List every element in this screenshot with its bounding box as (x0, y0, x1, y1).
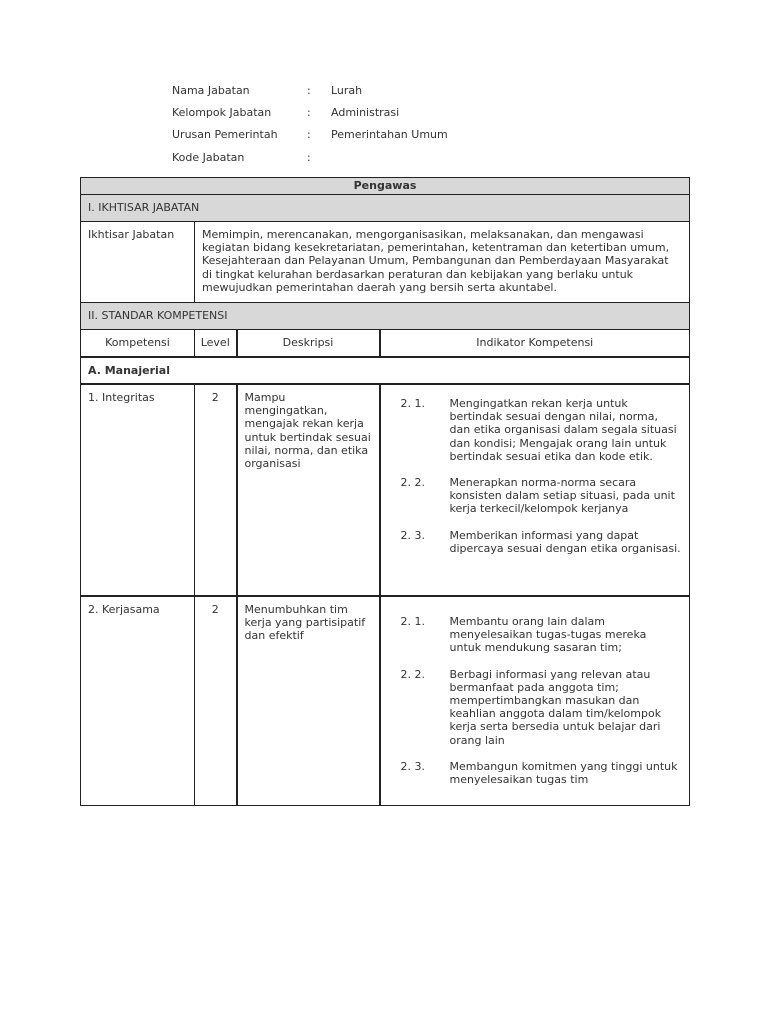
indikator-number: 2. 2. (400, 667, 425, 681)
meta-value: Pemerintahan Umum (331, 128, 448, 142)
indikator-number: 2. 1. (400, 615, 425, 629)
table-row (81, 596, 690, 806)
table-row (81, 384, 690, 596)
ikhtisar-row (81, 222, 690, 303)
indikator-text: Berbagi informasi yang relevan atau bermanfaat pada anggota tim; mempertimbangkan masukan dan keahlian anggota dalam tim/kelompok kerja serta bersedia untuk belajar dari orang lain (449, 667, 662, 747)
meta-colon: : (307, 128, 311, 142)
meta-colon: : (307, 150, 311, 164)
meta-value: Lurah (331, 83, 363, 97)
indikator-number: 2. 1. (400, 397, 425, 411)
section-header-row (81, 195, 690, 222)
column-header-deskripsi: Deskripsi (237, 330, 380, 358)
indikator-cell (380, 596, 690, 806)
job-info-row-nama (172, 79, 448, 101)
job-info-row-kode (172, 146, 448, 168)
indikator-text: Mengingatkan rekan kerja untuk bertindak sesuai dengan nilai, norma, dan etika organisasi dalam segala situasi dan kondisi; Mengajak orang lain untuk bertindak sesuai etika dan kode etik. (449, 397, 677, 463)
column-header-row (81, 330, 690, 358)
job-info-row-kelompok (172, 101, 448, 123)
ikhtisar-label: Ikhtisar Jabatan (81, 222, 195, 303)
indikator-item (401, 760, 682, 786)
indikator-item (401, 397, 682, 463)
indikator-item (401, 529, 682, 555)
level-cell: 2 (195, 596, 237, 806)
section-header-row (81, 303, 690, 330)
column-header-level: Level (195, 330, 237, 358)
indikator-item (401, 476, 682, 516)
meta-label: Kode Jabatan (172, 150, 245, 164)
indikator-item (401, 668, 682, 747)
meta-label: Nama Jabatan (172, 83, 250, 97)
indikator-cell (380, 384, 690, 596)
indikator-number: 2. 3. (400, 528, 425, 542)
subsection-heading: A. Manajerial (81, 357, 690, 384)
indikator-number: 2. 3. (400, 759, 425, 773)
indikator-text: Membangun komitmen yang tinggi untuk menyelesaikan tugas tim (449, 759, 678, 787)
job-info-row-urusan (172, 124, 448, 146)
indikator-text: Memberikan informasi yang dapat dipercaya sesuai dengan etika organisasi. (449, 528, 681, 555)
meta-colon: : (307, 105, 311, 119)
meta-label: Kelompok Jabatan (172, 105, 272, 119)
competency-table (80, 177, 690, 806)
meta-label: Urusan Pemerintah (172, 128, 278, 142)
kompetensi-cell: 2. Kerjasama (81, 596, 195, 806)
level-cell: 2 (195, 384, 237, 596)
column-header-kompetensi: Kompetensi (81, 330, 195, 358)
indikator-text: Membantu orang lain dalam menyelesaikan tugas-tugas mereka untuk mendukung sasaran tim; (449, 615, 647, 655)
indikator-text: Menerapkan norma-norma secara konsisten dalam setiap situasi, pada unit kerja terkecil/kelompok kerjanya (449, 476, 675, 516)
deskripsi-cell: Mampu mengingatkan, mengajak rekan kerja untuk bertindak sesuai nilai, norma, dan etika organisasi (237, 384, 380, 596)
section-heading-ikhtisar: I. IKHTISAR JABATAN (81, 195, 690, 222)
meta-value: Administrasi (331, 105, 400, 119)
kompetensi-cell: 1. Integritas (81, 384, 195, 596)
meta-colon: : (307, 83, 311, 97)
table-title: Pengawas (81, 178, 690, 195)
deskripsi-cell: Menumbuhkan tim kerja yang partisipatif dan efektif (237, 596, 380, 806)
ikhtisar-text: Memimpin, merencanakan, mengorganisasikan, melaksanakan, dan mengawasi kegiatan bidang kesekretariatan, pemerintahan, ketentraman dan ketertiban umum, Kesejahteraan dan Pelayanan Umum, Pembangunan dan Pemberdayaan Masyarakat di tingkat kelurahan berdasarkan peraturan dan kebijakan yang berlaku untuk mewujudkan pemerintahan daerah yang bersih serta akuntabel. (195, 222, 690, 303)
section-heading-standar: II. STANDAR KOMPETENSI (81, 303, 690, 330)
column-header-indikator: Indikator Kompetensi (380, 330, 690, 358)
job-info (172, 79, 448, 168)
indikator-number: 2. 2. (400, 476, 425, 490)
indikator-item (401, 615, 682, 655)
subsection-row (81, 357, 690, 384)
table-title-row (81, 178, 690, 195)
